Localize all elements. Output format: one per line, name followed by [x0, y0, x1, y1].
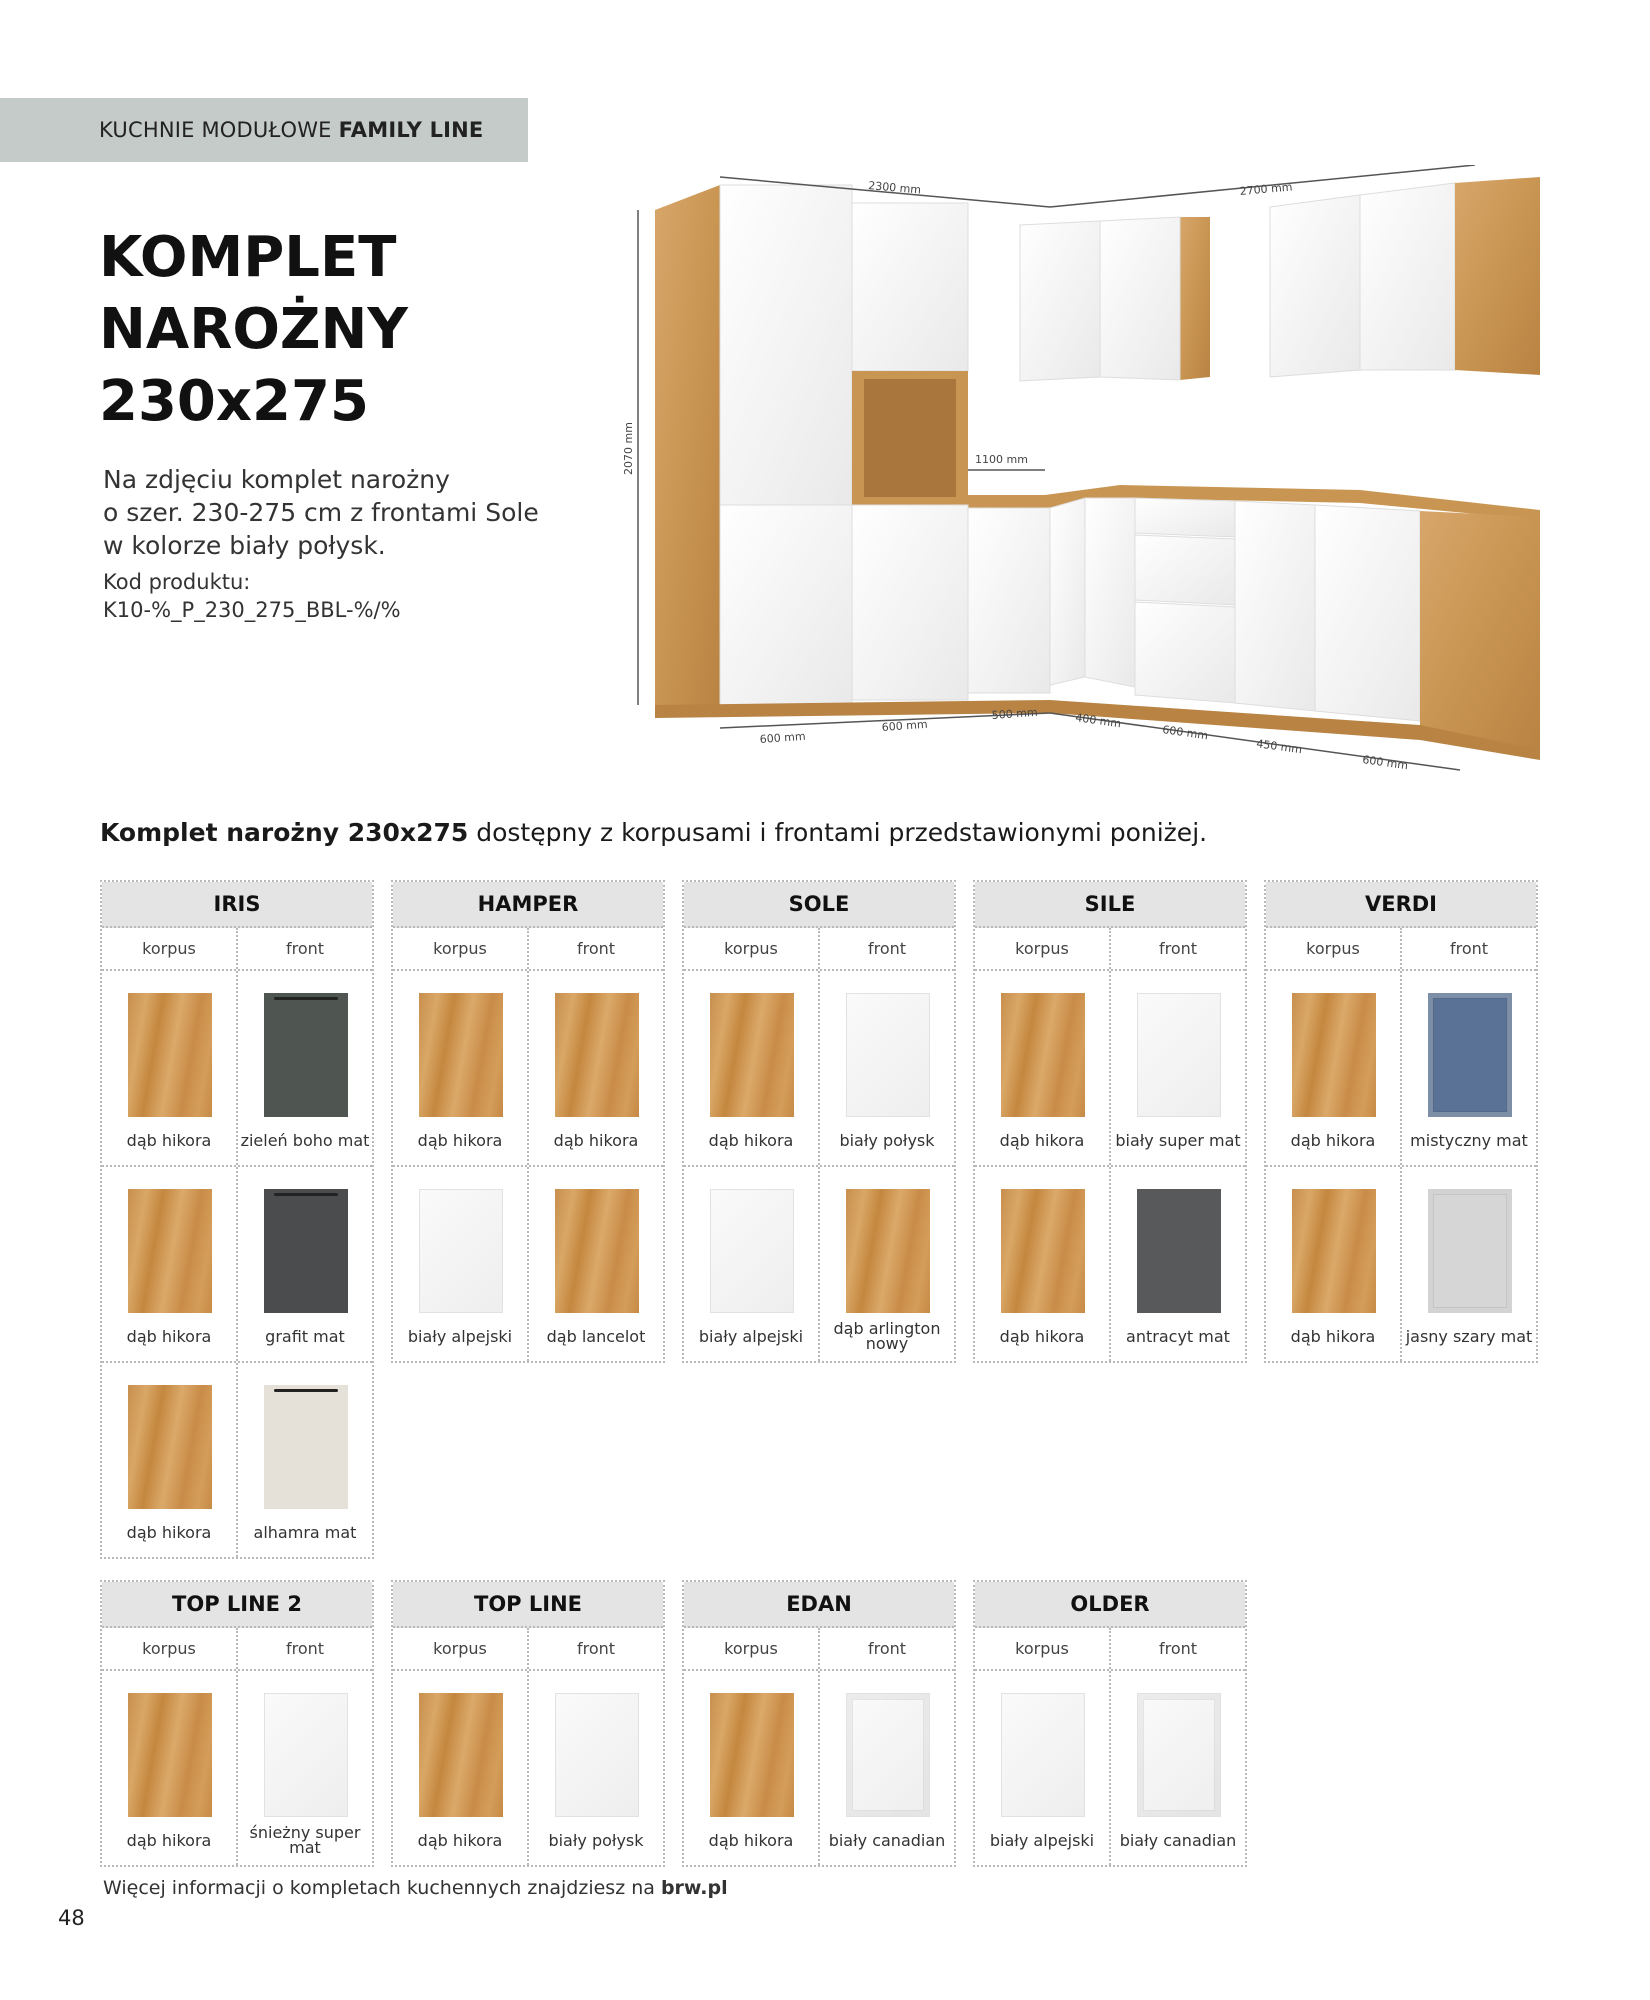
dim-bottom-4: 400 mm: [1074, 711, 1122, 731]
korpus-label: dąb hikora: [708, 1830, 794, 1850]
front-swatch: [1428, 993, 1512, 1117]
front-cell: [529, 1167, 663, 1361]
column-header-row: [393, 1628, 663, 1671]
tall-upper-front-1: [720, 185, 852, 505]
front-swatch: [846, 1693, 930, 1817]
column-label-front: front: [285, 939, 325, 958]
front-cell: [238, 971, 372, 1165]
front-cell: [820, 971, 954, 1165]
series-name: IRIS: [102, 882, 372, 928]
finish-row: [975, 1167, 1245, 1361]
corner-front-2: [1085, 498, 1135, 687]
dim-bottom-2: 600 mm: [881, 717, 929, 734]
korpus-cell: [393, 971, 529, 1165]
front-label: grafit mat: [265, 1326, 345, 1346]
front-swatch: [1137, 1189, 1221, 1313]
front-swatch: [264, 993, 348, 1117]
korpus-swatch: [419, 993, 503, 1117]
korpus-cell: [975, 1671, 1111, 1865]
korpus-label: biały alpejski: [989, 1830, 1095, 1850]
base-front-right-2: [1315, 505, 1420, 721]
dim-middle: 1100 mm: [975, 453, 1028, 466]
front-swatch: [264, 1385, 348, 1509]
series-panel-edan: [682, 1580, 956, 1867]
oven-niche-inner: [864, 379, 956, 497]
korpus-swatch: [128, 1385, 212, 1509]
section-tag-bold: FAMILY LINE: [338, 118, 484, 142]
column-label-korpus: korpus: [393, 928, 529, 969]
korpus-cell: [102, 1363, 238, 1557]
front-swatch: [1137, 1693, 1221, 1817]
front-cell: [1111, 1671, 1245, 1865]
front-cell: [1111, 971, 1245, 1165]
finish-row: [684, 1167, 954, 1361]
column-label-front: front: [867, 1639, 907, 1658]
korpus-swatch: [1292, 1189, 1376, 1313]
korpus-cell: [1266, 1167, 1402, 1361]
drawer-front-2: [1135, 535, 1235, 605]
finish-row: [1266, 1167, 1536, 1361]
korpus-cell: [102, 1167, 238, 1361]
drawer-front-3: [1135, 602, 1235, 703]
korpus-swatch: [1001, 993, 1085, 1117]
section-tag: [0, 98, 528, 162]
front-swatch: [846, 1189, 930, 1313]
korpus-cell: [393, 1167, 529, 1361]
description-line-1: Na zdjęciu komplet narożny: [103, 465, 450, 494]
korpus-swatch: [710, 1693, 794, 1817]
right-end-side: [1420, 511, 1540, 750]
column-label-korpus: korpus: [684, 928, 820, 969]
korpus-cell: [684, 1671, 820, 1865]
column-label-front: front: [1158, 939, 1198, 958]
korpus-label: dąb hikora: [126, 1130, 212, 1150]
series-name: SILE: [975, 882, 1245, 928]
column-header-row: [393, 928, 663, 971]
korpus-swatch: [128, 1189, 212, 1313]
front-label: biały połysk: [548, 1830, 644, 1850]
front-label: dąb hikora: [553, 1130, 639, 1150]
front-swatch: [1428, 1189, 1512, 1313]
product-code: [103, 568, 401, 624]
base-front-3: [968, 508, 1050, 693]
wall-cabinet-mid-front-1: [1020, 221, 1100, 381]
description-line-3: w kolorze biały połysk.: [103, 531, 386, 560]
finish-row: [393, 1671, 663, 1865]
dim-bottom-1: 600 mm: [759, 729, 807, 746]
korpus-cell: [684, 971, 820, 1165]
front-label: śnieżny super mat: [249, 1823, 361, 1857]
column-label-korpus: korpus: [102, 1628, 238, 1669]
korpus-label: dąb hikora: [417, 1130, 503, 1150]
series-name: VERDI: [1266, 882, 1536, 928]
finish-row: [1266, 971, 1536, 1167]
series-panel-hamper: [391, 880, 665, 1363]
base-front-2: [852, 505, 968, 700]
front-label: biały super mat: [1115, 1130, 1241, 1150]
series-panel-verdi: [1264, 880, 1538, 1363]
series-panel-sile: [973, 880, 1247, 1363]
korpus-label: dąb hikora: [1290, 1326, 1376, 1346]
korpus-label: dąb hikora: [708, 1130, 794, 1150]
base-front-1: [720, 505, 852, 705]
availability-bold: Komplet narożny 230x275: [100, 818, 469, 847]
korpus-cell: [684, 1167, 820, 1361]
korpus-cell: [102, 971, 238, 1165]
front-label: antracyt mat: [1126, 1326, 1230, 1346]
korpus-cell: [393, 1671, 529, 1865]
korpus-cell: [102, 1671, 238, 1865]
front-label: jasny szary mat: [1405, 1326, 1533, 1346]
column-header-row: [684, 928, 954, 971]
dim-bottom-5: 600 mm: [1161, 723, 1209, 743]
column-label-korpus: korpus: [102, 928, 238, 969]
korpus-swatch: [710, 1189, 794, 1313]
series-name: TOP LINE: [393, 1582, 663, 1628]
footer-link[interactable]: brw.pl: [660, 1877, 728, 1899]
column-header-row: [684, 1628, 954, 1671]
wall-cabinet-right-side: [1455, 177, 1540, 375]
finish-row: [102, 1167, 372, 1363]
series-name: SOLE: [684, 882, 954, 928]
korpus-cell: [975, 971, 1111, 1165]
column-label-korpus: korpus: [975, 1628, 1111, 1669]
front-cell: [238, 1363, 372, 1557]
wall-cabinet-mid-front-2: [1100, 217, 1180, 380]
korpus-label: dąb hikora: [1290, 1130, 1376, 1150]
column-label-front: front: [867, 939, 907, 958]
dim-top-right: 2700 mm: [1239, 180, 1293, 198]
page-number: 48: [58, 1906, 85, 1930]
series-panel-older: [973, 1580, 1247, 1867]
front-cell: [820, 1671, 954, 1865]
korpus-swatch: [1001, 1189, 1085, 1313]
tall-cabinet-side: [655, 185, 720, 715]
dim-bottom-3: 500 mm: [991, 705, 1039, 722]
column-label-korpus: korpus: [975, 928, 1111, 969]
front-label: mistyczny mat: [1410, 1130, 1528, 1150]
front-cell: [529, 971, 663, 1165]
product-description: [103, 463, 539, 562]
description-line-2: o szer. 230-275 cm z frontami Sole: [103, 498, 539, 527]
korpus-swatch: [128, 1693, 212, 1817]
front-cell: [238, 1167, 372, 1361]
title-line-2: NAROŻNY: [99, 297, 408, 362]
korpus-label: dąb hikora: [999, 1130, 1085, 1150]
footer-note: [103, 1877, 728, 1899]
column-label-korpus: korpus: [393, 1628, 529, 1669]
front-label: alhamra mat: [253, 1522, 357, 1542]
column-label-front: front: [1449, 939, 1489, 958]
wall-cabinet-mid-side: [1180, 217, 1210, 380]
base-front-right-1: [1235, 501, 1315, 711]
product-code-value: K10-%_P_230_275_BBL-%/%: [103, 598, 401, 622]
column-label-front: front: [285, 1639, 325, 1658]
finish-row: [102, 971, 372, 1167]
title-line-1: KOMPLET: [99, 225, 397, 290]
korpus-label: dąb hikora: [126, 1830, 212, 1850]
series-name: TOP LINE 2: [102, 1582, 372, 1628]
korpus-label: dąb hikora: [126, 1522, 212, 1542]
finish-row: [684, 971, 954, 1167]
column-header-row: [1266, 928, 1536, 971]
availability-rest: dostępny z korpusami i frontami przedstawionymi poniżej.: [468, 818, 1208, 847]
front-swatch: [555, 1189, 639, 1313]
front-cell: [1402, 971, 1536, 1165]
front-swatch: [1137, 993, 1221, 1117]
section-tag-regular: KUCHNIE MODUŁOWE: [99, 118, 332, 142]
korpus-swatch: [128, 993, 212, 1117]
kitchen-illustration: [620, 165, 1560, 785]
column-label-front: front: [576, 939, 616, 958]
series-name: EDAN: [684, 1582, 954, 1628]
finish-row: [393, 971, 663, 1167]
column-header-row: [102, 1628, 372, 1671]
korpus-label: biały alpejski: [698, 1326, 804, 1346]
tall-upper-front-2: [852, 203, 968, 371]
front-swatch: [264, 1189, 348, 1313]
availability-note: [100, 818, 1207, 847]
corner-front: [1050, 498, 1085, 685]
title-line-3: 230x275: [99, 369, 369, 434]
dim-bottom-7: 600 mm: [1361, 753, 1409, 773]
front-cell: [1402, 1167, 1536, 1361]
column-label-front: front: [1158, 1639, 1198, 1658]
product-code-label: Kod produktu:: [103, 570, 251, 594]
dim-height: 2070 mm: [622, 422, 635, 475]
front-cell: [1111, 1167, 1245, 1361]
product-title: [99, 222, 408, 438]
front-cell: [238, 1671, 372, 1865]
front-cell: [529, 1671, 663, 1865]
finish-row: [975, 1671, 1245, 1865]
column-label-front: front: [576, 1639, 616, 1658]
korpus-label: biały alpejski: [407, 1326, 513, 1346]
footer-text: Więcej informacji o kompletach kuchennych znajdziesz na: [103, 1877, 661, 1899]
front-swatch: [846, 993, 930, 1117]
finish-row: [102, 1671, 372, 1865]
korpus-swatch: [1001, 1693, 1085, 1817]
finish-row: [975, 971, 1245, 1167]
finish-row: [684, 1671, 954, 1865]
column-label-korpus: korpus: [684, 1628, 820, 1669]
korpus-label: dąb hikora: [126, 1326, 212, 1346]
dim-top-left: 2300 mm: [867, 179, 922, 197]
front-label: biały canadian: [828, 1830, 946, 1850]
column-header-row: [975, 1628, 1245, 1671]
korpus-swatch: [419, 1189, 503, 1313]
front-label: dąb arlington nowy: [833, 1319, 941, 1353]
korpus-cell: [1266, 971, 1402, 1165]
front-label: dąb lancelot: [546, 1326, 646, 1346]
front-swatch: [264, 1693, 348, 1817]
front-swatch: [555, 1693, 639, 1817]
korpus-swatch: [1292, 993, 1376, 1117]
wall-cabinet-right-front-1: [1270, 195, 1360, 377]
series-panel-top-line-2: [100, 1580, 374, 1867]
dim-bottom-6: 450 mm: [1255, 737, 1303, 757]
finish-row: [102, 1363, 372, 1557]
wall-cabinet-right-front-2: [1360, 183, 1455, 370]
front-label: biały canadian: [1119, 1830, 1237, 1850]
series-name: HAMPER: [393, 882, 663, 928]
korpus-label: dąb hikora: [417, 1830, 503, 1850]
drawer-front-1: [1135, 498, 1235, 537]
front-label: biały połysk: [839, 1130, 935, 1150]
front-label: zieleń boho mat: [240, 1130, 370, 1150]
column-header-row: [102, 928, 372, 971]
series-panel-sole: [682, 880, 956, 1363]
series-name: OLDER: [975, 1582, 1245, 1628]
front-cell: [820, 1167, 954, 1361]
korpus-cell: [975, 1167, 1111, 1361]
column-header-row: [975, 928, 1245, 971]
korpus-swatch: [710, 993, 794, 1117]
finish-row: [393, 1167, 663, 1361]
series-panel-iris: [100, 880, 374, 1559]
series-panel-top-line: [391, 1580, 665, 1867]
column-label-korpus: korpus: [1266, 928, 1402, 969]
front-swatch: [555, 993, 639, 1117]
korpus-swatch: [419, 1693, 503, 1817]
korpus-label: dąb hikora: [999, 1326, 1085, 1346]
